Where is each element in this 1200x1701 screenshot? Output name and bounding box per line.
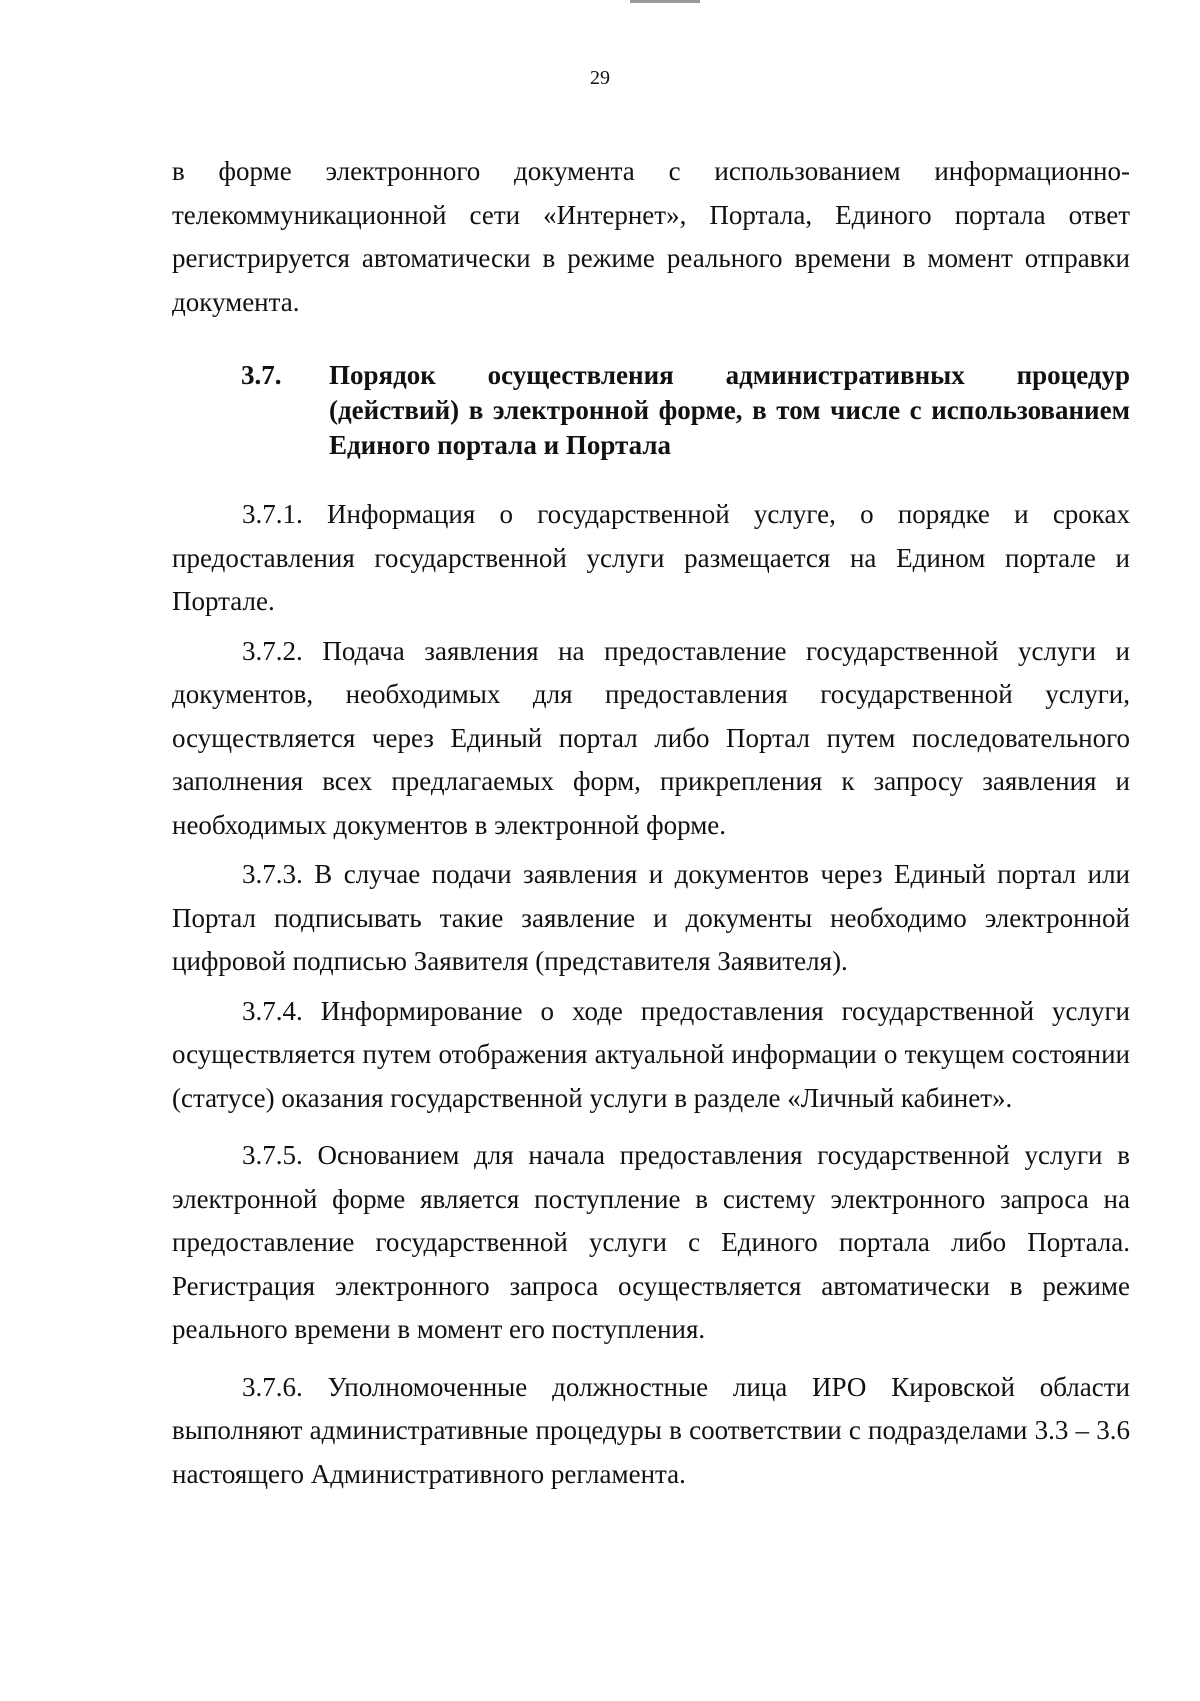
intro-paragraph: в форме электронного документа с использованием информационно-телекоммуникационной сети «Интернет», Портала, Единого портала ответ регистрируется автоматически в режиме реального времени в момент отправки документа. bbox=[172, 156, 1130, 317]
paragraph-3-7-4: 3.7.4. Информирование о ходе предоставления государственной услуги осуществляется путем отображения актуальной информации о текущем состоянии (статусе) оказания государственной услуги в разделе «Личный кабинет». bbox=[172, 995, 1130, 1113]
section-title: Порядок осуществления административных процедур (действий) в электронной форме, в том числе с использованием Единого портала и Портала bbox=[329, 360, 1130, 460]
page-number: 29 bbox=[590, 67, 610, 89]
paragraph-3-7-2: 3.7.2. Подача заявления на предоставление государственной услуги и документов, необходимых для предоставления государственной услуги, осуществляется через Единый портал либо Портал путем последовательного заполнения всех предлагаемых форм, прикрепления к запросу заявления и необходимых документов в электронной форме. bbox=[172, 635, 1130, 840]
scan-artifact-mark bbox=[630, 0, 700, 3]
section-number: 3.7. bbox=[241, 360, 282, 390]
paragraph-3-7-5: 3.7.5. Основанием для начала предоставления государственной услуги в электронной форме является поступление в систему электронного запроса на предоставление государственной услуги с Единого портала либо Портала. Регистрация электронного запроса осуществляется автоматически в режиме реального времени в момент его поступления. bbox=[172, 1140, 1130, 1344]
paragraph-3-7-6: 3.7.6. Уполномоченные должностные лица ИРО Кировской области выполняют административные процедуры в соответствии с подразделами 3.3 – 3.6 настоящего Административного регламента. bbox=[172, 1371, 1130, 1489]
section-heading bbox=[172, 358, 1130, 463]
paragraph-3-7-3: 3.7.3. В случае подачи заявления и документов через Единый портал или Портал подписывать такие заявление и документы необходимо электронной цифровой подписью Заявителя (представителя Заявителя). bbox=[172, 859, 1130, 976]
document-body bbox=[172, 150, 1130, 1496]
paragraph-3-7-1: 3.7.1. Информация о государственной услуге, о порядке и сроках предоставления государственной услуги размещается на Едином портале и Портале. bbox=[172, 499, 1130, 616]
